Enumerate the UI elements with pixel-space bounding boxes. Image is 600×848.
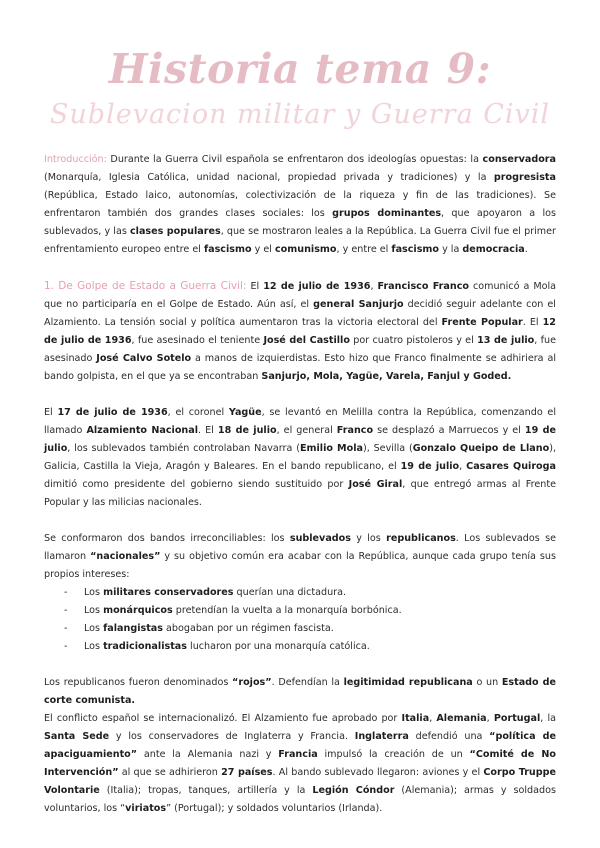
text-run: Los — [84, 641, 104, 652]
text-run: , — [459, 461, 467, 472]
keyword: “rojos” — [232, 677, 272, 688]
text-run: y el — [251, 244, 275, 255]
text-run: . El — [522, 317, 543, 328]
keyword: 12 de julio de 1936 — [263, 281, 371, 292]
text-run: ), Galicia, Castilla la Vieja, Aragón y Baleares. En el bando republicano, el — [44, 443, 556, 472]
keyword: viriatos — [125, 803, 167, 814]
keyword: progresista — [493, 172, 556, 183]
keyword: democracia — [462, 244, 525, 255]
text-run: , — [370, 281, 378, 292]
intro-label: Introducción: — [44, 154, 107, 165]
text-run: querían una dictadura. — [233, 587, 347, 598]
text-run: dimitió como presidente del gobierno siendo sustituido por — [44, 479, 349, 490]
keyword: Legión Cóndor — [312, 785, 395, 796]
section1-paragraph-5 — [44, 710, 556, 818]
interests-list — [44, 584, 556, 656]
text-run: , que apoyaron a los sublevados, y las — [44, 208, 556, 237]
text-run: pretendían la vuelta a la monarquía borbónica. — [172, 605, 402, 616]
keyword: José Calvo Sotelo — [96, 353, 192, 364]
section1-paragraph-3 — [44, 530, 556, 584]
list-item — [62, 620, 556, 638]
keyword: Inglaterra — [354, 731, 409, 742]
keyword: fascismo — [391, 244, 440, 255]
keyword: 27 países — [221, 767, 273, 778]
keyword: Corpo Truppe Volontarie — [44, 767, 556, 796]
text-run: , se levantó en Melilla contra la República, comenzando el llamado — [44, 407, 556, 436]
text-run: El — [246, 281, 264, 292]
keyword: Alzamiento Nacional — [86, 425, 199, 436]
text-run: o un — [472, 677, 502, 688]
list-item — [62, 638, 556, 656]
text-run: . Defendían la — [271, 677, 344, 688]
keyword: “nacionales” — [90, 551, 161, 562]
keyword: “política de apaciguamiento” — [44, 731, 556, 760]
text-run: Se conformaron dos bandos irreconciliables: los — [44, 533, 290, 544]
text-run: El — [44, 407, 58, 418]
text-run: (Italia); tropas, tanques, artillería y la — [99, 785, 313, 796]
text-run: decidió seguir adelante con el Alzamiento. La tensión social y política aumentaron tras la victoria electoral del — [44, 299, 556, 328]
text-run: (Alemania); armas y soldados voluntarios, los “ — [44, 785, 556, 814]
keyword: comunismo — [274, 244, 337, 255]
text-run: , la — [540, 713, 556, 724]
keyword: Portugal — [493, 713, 541, 724]
keyword: Alemania — [436, 713, 487, 724]
text-run: , el coronel — [167, 407, 229, 418]
text-run: se desplazó a Marruecos y el — [373, 425, 525, 436]
text-run: defendió una — [408, 731, 490, 742]
page-subtitle: Sublevacion militar y Guerra Civil — [49, 99, 551, 130]
text-run: (Monarquía, Iglesia Católica, unidad nacional, propiedad privada y tradiciones) y la — [44, 172, 494, 183]
text-run: , el general — [276, 425, 337, 436]
text-run: y los — [350, 533, 387, 544]
page-title: Historia tema 9: — [108, 45, 492, 93]
keyword: Gonzalo Queipo de Llano — [412, 443, 550, 454]
text-run: Durante la Guerra Civil española se enfrentaron dos ideologías opuestas: la — [106, 154, 483, 165]
document-body — [44, 151, 556, 818]
text-run: , fue asesinado el teniente — [131, 335, 264, 346]
keyword: 19 de julio — [44, 425, 556, 454]
text-run: . — [524, 244, 528, 255]
keyword: conservadora — [482, 154, 556, 165]
list-item — [62, 584, 556, 602]
keyword: “Comité de No Intervención” — [44, 749, 556, 778]
text-run: impulsó la creación de un — [317, 749, 470, 760]
text-run: Los republicanos fueron denominados — [44, 677, 233, 688]
text-run: , y entre el — [336, 244, 392, 255]
keyword: grupos dominantes — [332, 208, 442, 219]
text-run: , que entregó armas al Frente Popular y las milicias nacionales. — [44, 479, 556, 508]
text-run: abogaban por un régimen fascista. — [162, 623, 334, 634]
text-run: a manos de izquierdistas. Esto hizo que Franco finalmente se adhiriera al bando golpista, en el que ya se encontraban — [44, 353, 556, 382]
keyword: Franco — [336, 425, 374, 436]
keyword: Santa Sede — [44, 731, 110, 742]
text-run: Los — [84, 605, 104, 616]
text-run: El conflicto español se internacionalizó. El Alzamiento fue aprobado por — [44, 713, 402, 724]
keyword: general Sanjurjo — [313, 299, 404, 310]
text-run: por cuatro pistoleros y el — [349, 335, 478, 346]
text-run: . Al bando sublevado llegaron: aviones y el — [272, 767, 484, 778]
keyword: Sanjurjo, Mola, Yagüe, Varela, Fanjul y Goded. — [261, 371, 512, 382]
section1-paragraph-1 — [44, 277, 556, 386]
keyword: Francia — [278, 749, 318, 760]
text-run: Los — [84, 587, 104, 598]
text-run: al que se adhirieron — [118, 767, 222, 778]
keyword: Estado de corte comunista. — [44, 677, 556, 706]
keyword: tradicionalistas — [103, 641, 187, 652]
keyword: 17 de julio de 1936 — [57, 407, 168, 418]
keyword: clases populares — [129, 226, 221, 237]
keyword: José Giral — [348, 479, 403, 490]
section1-paragraph-4 — [44, 674, 556, 710]
text-run: ), Sevilla ( — [362, 443, 413, 454]
keyword: Casares Quiroga — [466, 461, 556, 472]
text-run: , — [429, 713, 437, 724]
keyword: sublevados — [289, 533, 351, 544]
text-run: lucharon por una monarquía católica. — [186, 641, 370, 652]
keyword: Francisco Franco — [377, 281, 469, 292]
intro-paragraph — [44, 151, 556, 259]
text-run: , los sublevados también controlaban Navarra ( — [67, 443, 300, 454]
text-run: , que se mostraron leales a la República. La Guerra Civil fue el primer enfrentamiento europeo entre el — [44, 226, 556, 255]
keyword: 18 de julio — [217, 425, 277, 436]
keyword: Yagüe — [228, 407, 262, 418]
keyword: 12 de julio de 1936 — [44, 317, 556, 346]
section-heading: 1. De Golpe de Estado a Guerra Civil: — [44, 280, 247, 292]
text-run: , — [486, 713, 494, 724]
keyword: militares conservadores — [103, 587, 234, 598]
text-run: . El — [198, 425, 218, 436]
keyword: Frente Popular — [441, 317, 523, 328]
keyword: José del Castillo — [263, 335, 350, 346]
keyword: Emilio Mola — [299, 443, 363, 454]
section1-paragraph-2 — [44, 404, 556, 512]
keyword: 13 de julio — [477, 335, 535, 346]
text-run: (República, Estado laico, autonomías, colectivización de la riqueza y fin de las tradiciones). Se enfrentaron también dos grandes clases sociales: los — [44, 190, 556, 219]
text-run: ante la Alemania nazi y — [137, 749, 279, 760]
text-run: y su objetivo común era acabar con la República, aunque cada grupo tenía sus propios intereses: — [44, 551, 556, 580]
keyword: republicanos — [386, 533, 456, 544]
text-run: , fue asesinado — [44, 335, 556, 364]
list-item — [62, 602, 556, 620]
keyword: falangistas — [103, 623, 163, 634]
text-run: Los — [84, 623, 104, 634]
keyword: 19 de julio — [400, 461, 460, 472]
keyword: legitimidad republicana — [343, 677, 473, 688]
text-run: . Los sublevados se llamaron — [44, 533, 556, 562]
keyword: Italia — [401, 713, 430, 724]
text-run: comunicó a Mola que no participaría en el Golpe de Estado. Aún así, el — [44, 281, 557, 310]
keyword: monárquicos — [103, 605, 173, 616]
text-run: ” (Portugal); y soldados voluntarios (Irlanda). — [166, 803, 383, 814]
text-run: y los conservadores de Inglaterra y Francia. — [109, 731, 355, 742]
text-run: y la — [439, 244, 463, 255]
keyword: fascismo — [203, 244, 252, 255]
